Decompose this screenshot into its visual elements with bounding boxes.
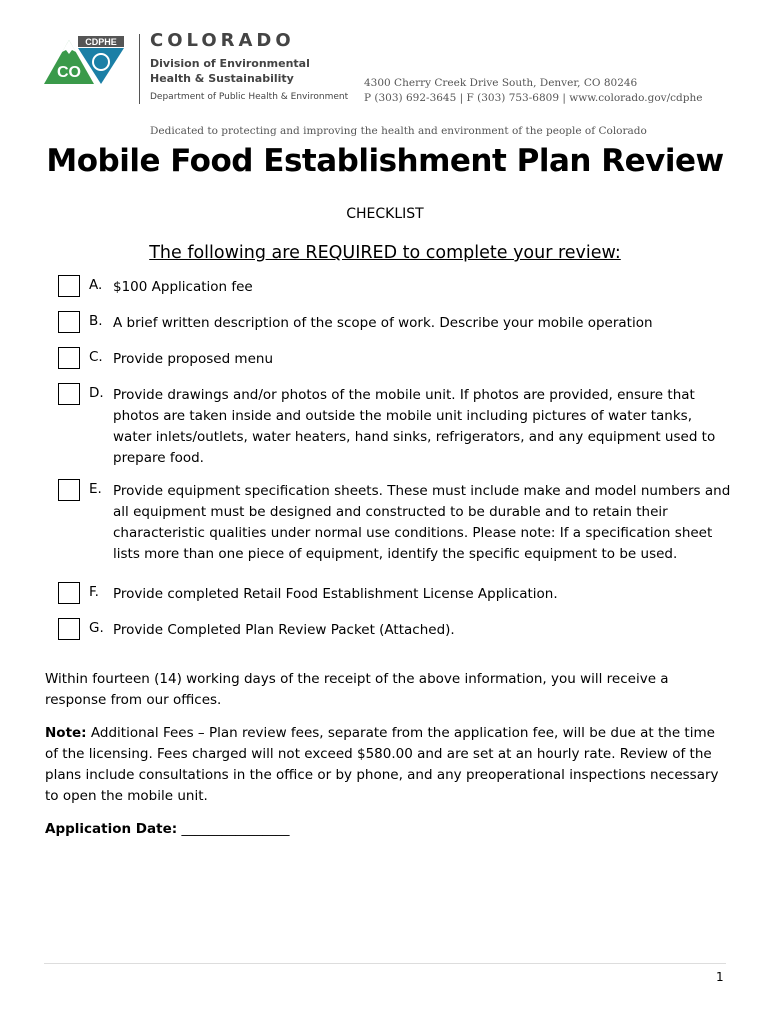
item-letter: B. [89,313,103,329]
item-text: Provide completed Retail Food Establishment License Application. [113,586,558,602]
contact-block [364,76,702,106]
checklist-heading: CHECKLIST [346,206,424,222]
checkbox-c[interactable] [58,347,80,369]
logo-badge-text: CDPHE [85,37,117,47]
item-text: Provide Completed Plan Review Packet (Attached). [113,622,455,638]
item-text: $100 Application fee [113,279,253,295]
checkbox-a[interactable] [58,275,80,297]
application-date-row [45,819,730,840]
checkbox-b[interactable] [58,311,80,333]
item-letter: G. [89,620,104,636]
note-text: Additional Fees – Plan review fees, separate from the application fee, will be due at the time of the licensing. Fees charged will not exceed $580.00 and are set at an hourly rate. Review of the plans include consultations in the office or by phone, and any preoperational inspections necessary to open the mobile unit. [45,725,719,804]
note-paragraph [45,723,730,807]
checkbox-d[interactable] [58,383,80,405]
item-letter: C. [89,349,103,365]
item-letter: D. [89,385,104,401]
application-date-field[interactable]: ________________ [181,821,290,837]
division-line-2: Health & Sustainability [150,72,294,85]
logo-co-text: CO [57,64,81,81]
page-number: 1 [716,970,724,984]
item-letter: F. [89,584,99,600]
item-text: Provide proposed menu [113,351,274,367]
address-line: 4300 Cherry Creek Drive South, Denver, CO 80246 [364,77,638,89]
item-text: Provide drawings and/or photos of the mobile unit. If photos are provided, ensure that photos are taken inside and outside the mobile unit including pictures of water tanks, water inlets/outlets, water heaters, hand sinks, refrigerators, and any equipment used to prepare food. [113,387,716,466]
application-date-label: Application Date: [45,821,178,837]
required-heading: The following are REQUIRED to complete your review: [149,243,621,263]
checkbox-g[interactable] [58,618,80,640]
department-name: Department of Public Health & Environment [150,92,349,102]
note-label: Note: [45,725,87,741]
checkbox-f[interactable] [58,582,80,604]
page-title: Mobile Food Establishment Plan Review [46,143,724,179]
footer-divider [44,963,726,964]
item-text: A brief written description of the scope of work. Describe your mobile operation [113,315,653,331]
division-line-1: Division of Environmental [150,57,310,70]
division-name [150,56,310,86]
cdphe-logo [44,34,134,86]
header-divider [139,34,140,104]
dedication-line: Dedicated to protecting and improving the health and environment of the people of Colorado [150,125,647,137]
checkbox-e[interactable] [58,479,80,501]
response-paragraph: Within fourteen (14) working days of the receipt of the above information, you will receive a response from our offices. [45,671,669,708]
state-name: COLORADO [150,30,295,51]
phone-fax-web-line: P (303) 692-3645 | F (303) 753-6809 | www.colorado.gov/cdphe [364,92,703,104]
item-letter: E. [89,481,102,497]
item-letter: A. [89,277,103,293]
item-text: Provide equipment specification sheets. These must include make and model numbers and all equipment must be designed and constructed to be durable and to retain their characteristic qualities under normal use conditions. Please note: If a specification sheet lists more than one piece of equipment, identify the specific equipment to be used. [113,483,731,562]
